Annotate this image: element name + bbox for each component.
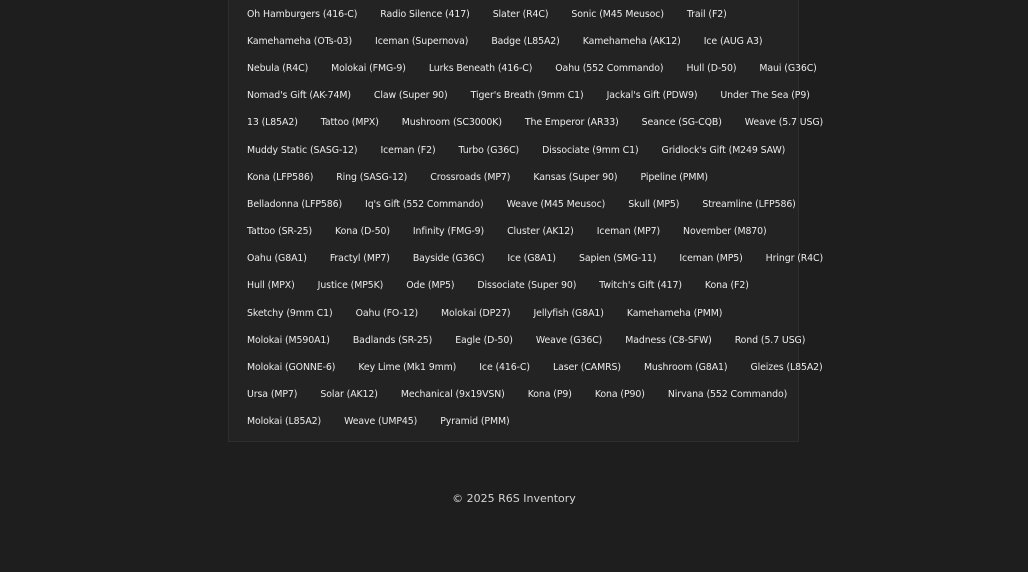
skin-row xyxy=(239,164,798,191)
skin-row xyxy=(239,219,798,246)
skin-item[interactable]: Ring (SASG-12) xyxy=(336,171,408,183)
skin-item[interactable]: Jellyfish (G8A1) xyxy=(533,307,604,319)
skin-item[interactable]: Muddy Static (SASG-12) xyxy=(247,144,358,156)
skin-item[interactable]: Iq's Gift (552 Commando) xyxy=(365,198,484,210)
skin-item[interactable]: Skull (MP5) xyxy=(628,198,680,210)
skin-item[interactable]: Tiger's Breath (9mm C1) xyxy=(470,90,584,102)
skin-row xyxy=(239,55,817,82)
skin-item[interactable]: Oahu (552 Commando) xyxy=(555,62,664,74)
skin-item[interactable]: Radio Silence (417) xyxy=(380,8,470,20)
skin-item[interactable]: Slater (R4C) xyxy=(492,8,549,20)
skin-row xyxy=(239,1,798,28)
skin-item[interactable]: Badge (L85A2) xyxy=(491,35,560,47)
skin-item[interactable]: Hull (MPX) xyxy=(247,280,295,292)
skin-item[interactable]: Oahu (G8A1) xyxy=(247,253,307,265)
skin-item[interactable]: Justice (MP5K) xyxy=(317,280,384,292)
skin-item[interactable]: Key Lime (Mk1 9mm) xyxy=(358,362,457,374)
skin-item[interactable]: Kona (D-50) xyxy=(335,226,390,238)
skin-item[interactable]: Oahu (FO-12) xyxy=(355,307,419,319)
skin-row xyxy=(239,110,824,137)
skin-item[interactable]: Turbo (G36C) xyxy=(458,144,520,156)
skin-item[interactable]: Iceman (MP7) xyxy=(596,226,661,238)
skin-row xyxy=(239,191,798,218)
skin-list-panel xyxy=(228,0,824,442)
skin-item[interactable]: Fractyl (MP7) xyxy=(329,253,390,265)
skin-item[interactable]: Under The Sea (P9) xyxy=(720,90,810,102)
skin-item[interactable]: Weave (5.7 USG) xyxy=(744,117,824,129)
skin-item[interactable]: Gridlock's Gift (M249 SAW) xyxy=(661,144,786,156)
skin-item[interactable]: Mechanical (9x19VSN) xyxy=(400,389,505,401)
skin-item[interactable]: Crossroads (MP7) xyxy=(430,171,511,183)
skin-item[interactable]: Molokai (M590A1) xyxy=(247,334,330,346)
skin-item[interactable]: Hull (D-50) xyxy=(686,62,737,74)
skin-item[interactable]: Weave (UMP45) xyxy=(344,416,418,428)
skin-item[interactable]: Claw (Super 90) xyxy=(373,90,448,102)
skin-item[interactable]: Infinity (FMG-9) xyxy=(412,226,485,238)
skin-item[interactable]: Mushroom (G8A1) xyxy=(643,362,728,374)
footer-copyright: © 2025 R6S Inventory xyxy=(452,492,576,505)
skin-item[interactable]: Madness (C8-SFW) xyxy=(625,334,712,346)
skin-row xyxy=(239,137,798,164)
skin-item[interactable]: Molokai (GONNE-6) xyxy=(247,362,336,374)
skin-item[interactable]: Weave (M45 Meusoc) xyxy=(506,198,606,210)
skin-item[interactable]: Twitch's Gift (417) xyxy=(599,280,682,292)
skin-item[interactable]: Nebula (R4C) xyxy=(247,62,309,74)
skin-item[interactable]: Dissociate (9mm C1) xyxy=(542,144,639,156)
skin-item[interactable]: Cluster (AK12) xyxy=(507,226,574,238)
skin-item[interactable]: Gleizes (L85A2) xyxy=(750,362,823,374)
skin-item[interactable]: Maui (G36C) xyxy=(759,62,817,74)
skin-row xyxy=(239,327,806,354)
skin-list xyxy=(229,1,824,436)
skin-item[interactable]: Tattoo (SR-25) xyxy=(247,226,313,238)
skin-item[interactable]: Kona (F2) xyxy=(704,280,749,292)
skin-row xyxy=(239,354,823,381)
skin-item[interactable]: Mushroom (SC3000K) xyxy=(401,117,502,129)
skin-item[interactable]: Ice (G8A1) xyxy=(507,253,556,265)
skin-item[interactable]: Kamehameha (OTs-03) xyxy=(247,35,353,47)
skin-item[interactable]: The Emperor (AR33) xyxy=(524,117,619,129)
skin-item[interactable]: Belladonna (LFP586) xyxy=(247,198,343,210)
skin-row xyxy=(239,83,810,110)
skin-row xyxy=(239,409,798,436)
skin-row xyxy=(239,300,798,327)
skin-item[interactable]: Kansas (Super 90) xyxy=(533,171,618,183)
skin-item[interactable]: Hringr (R4C) xyxy=(765,253,824,265)
skin-item[interactable]: Ursa (MP7) xyxy=(247,389,298,401)
skin-item[interactable]: Weave (G36C) xyxy=(535,334,603,346)
skin-item[interactable]: Iceman (MP5) xyxy=(679,253,743,265)
skin-item[interactable]: Iceman (Supernova) xyxy=(375,35,469,47)
skin-item[interactable]: Kona (P90) xyxy=(594,389,645,401)
skin-item[interactable]: Pipeline (PMM) xyxy=(640,171,708,183)
skin-item[interactable]: Nomad's Gift (AK-74M) xyxy=(247,90,351,102)
skin-row xyxy=(239,28,798,55)
skin-item[interactable]: 13 (L85A2) xyxy=(247,117,298,129)
skin-item[interactable]: Kamehameha (PMM) xyxy=(626,307,723,319)
skin-item[interactable]: Iceman (F2) xyxy=(380,144,436,156)
skin-item[interactable]: Ode (MP5) xyxy=(406,280,455,292)
skin-item[interactable]: Seance (SG-CQB) xyxy=(641,117,722,129)
skin-item[interactable]: Molokai (L85A2) xyxy=(247,416,322,428)
skin-item[interactable]: Molokai (FMG-9) xyxy=(331,62,406,74)
skin-item[interactable]: Bayside (G36C) xyxy=(412,253,485,265)
skin-item[interactable]: Pyramid (PMM) xyxy=(440,416,510,428)
skin-row xyxy=(239,273,798,300)
skin-item[interactable]: Sonic (M45 Meusoc) xyxy=(571,8,664,20)
skin-item[interactable]: Kamehameha (AK12) xyxy=(582,35,681,47)
skin-item[interactable]: Streamline (LFP586) xyxy=(702,198,796,210)
skin-row xyxy=(239,246,824,273)
skin-row xyxy=(239,382,798,409)
skin-item[interactable]: Sapien (SMG-11) xyxy=(578,253,657,265)
skin-item[interactable]: Solar (AK12) xyxy=(320,389,378,401)
skin-item[interactable]: Nirvana (552 Commando) xyxy=(667,389,788,401)
skin-item[interactable]: November (M870) xyxy=(683,226,767,238)
skin-item[interactable]: Molokai (DP27) xyxy=(441,307,511,319)
skin-item[interactable]: Kona (LFP586) xyxy=(247,171,314,183)
skin-item[interactable]: Badlands (SR-25) xyxy=(352,334,433,346)
skin-item[interactable]: Laser (CAMRS) xyxy=(552,362,621,374)
skin-item[interactable]: Jackal's Gift (PDW9) xyxy=(606,90,698,102)
skin-item[interactable]: Dissociate (Super 90) xyxy=(477,280,577,292)
skin-item[interactable]: Tattoo (MPX) xyxy=(320,117,379,129)
skin-item[interactable]: Lurks Beneath (416-C) xyxy=(428,62,533,74)
skin-item[interactable]: Eagle (D-50) xyxy=(455,334,513,346)
skin-item[interactable]: Rond (5.7 USG) xyxy=(734,334,806,346)
skin-item[interactable]: Kona (P9) xyxy=(527,389,572,401)
skin-item[interactable]: Ice (416-C) xyxy=(479,362,530,374)
skin-item[interactable]: Ice (AUG A3) xyxy=(703,35,763,47)
skin-item[interactable]: Trail (F2) xyxy=(686,8,727,20)
skin-item[interactable]: Sketchy (9mm C1) xyxy=(247,307,333,319)
skin-item[interactable]: Oh Hamburgers (416-C) xyxy=(247,8,358,20)
